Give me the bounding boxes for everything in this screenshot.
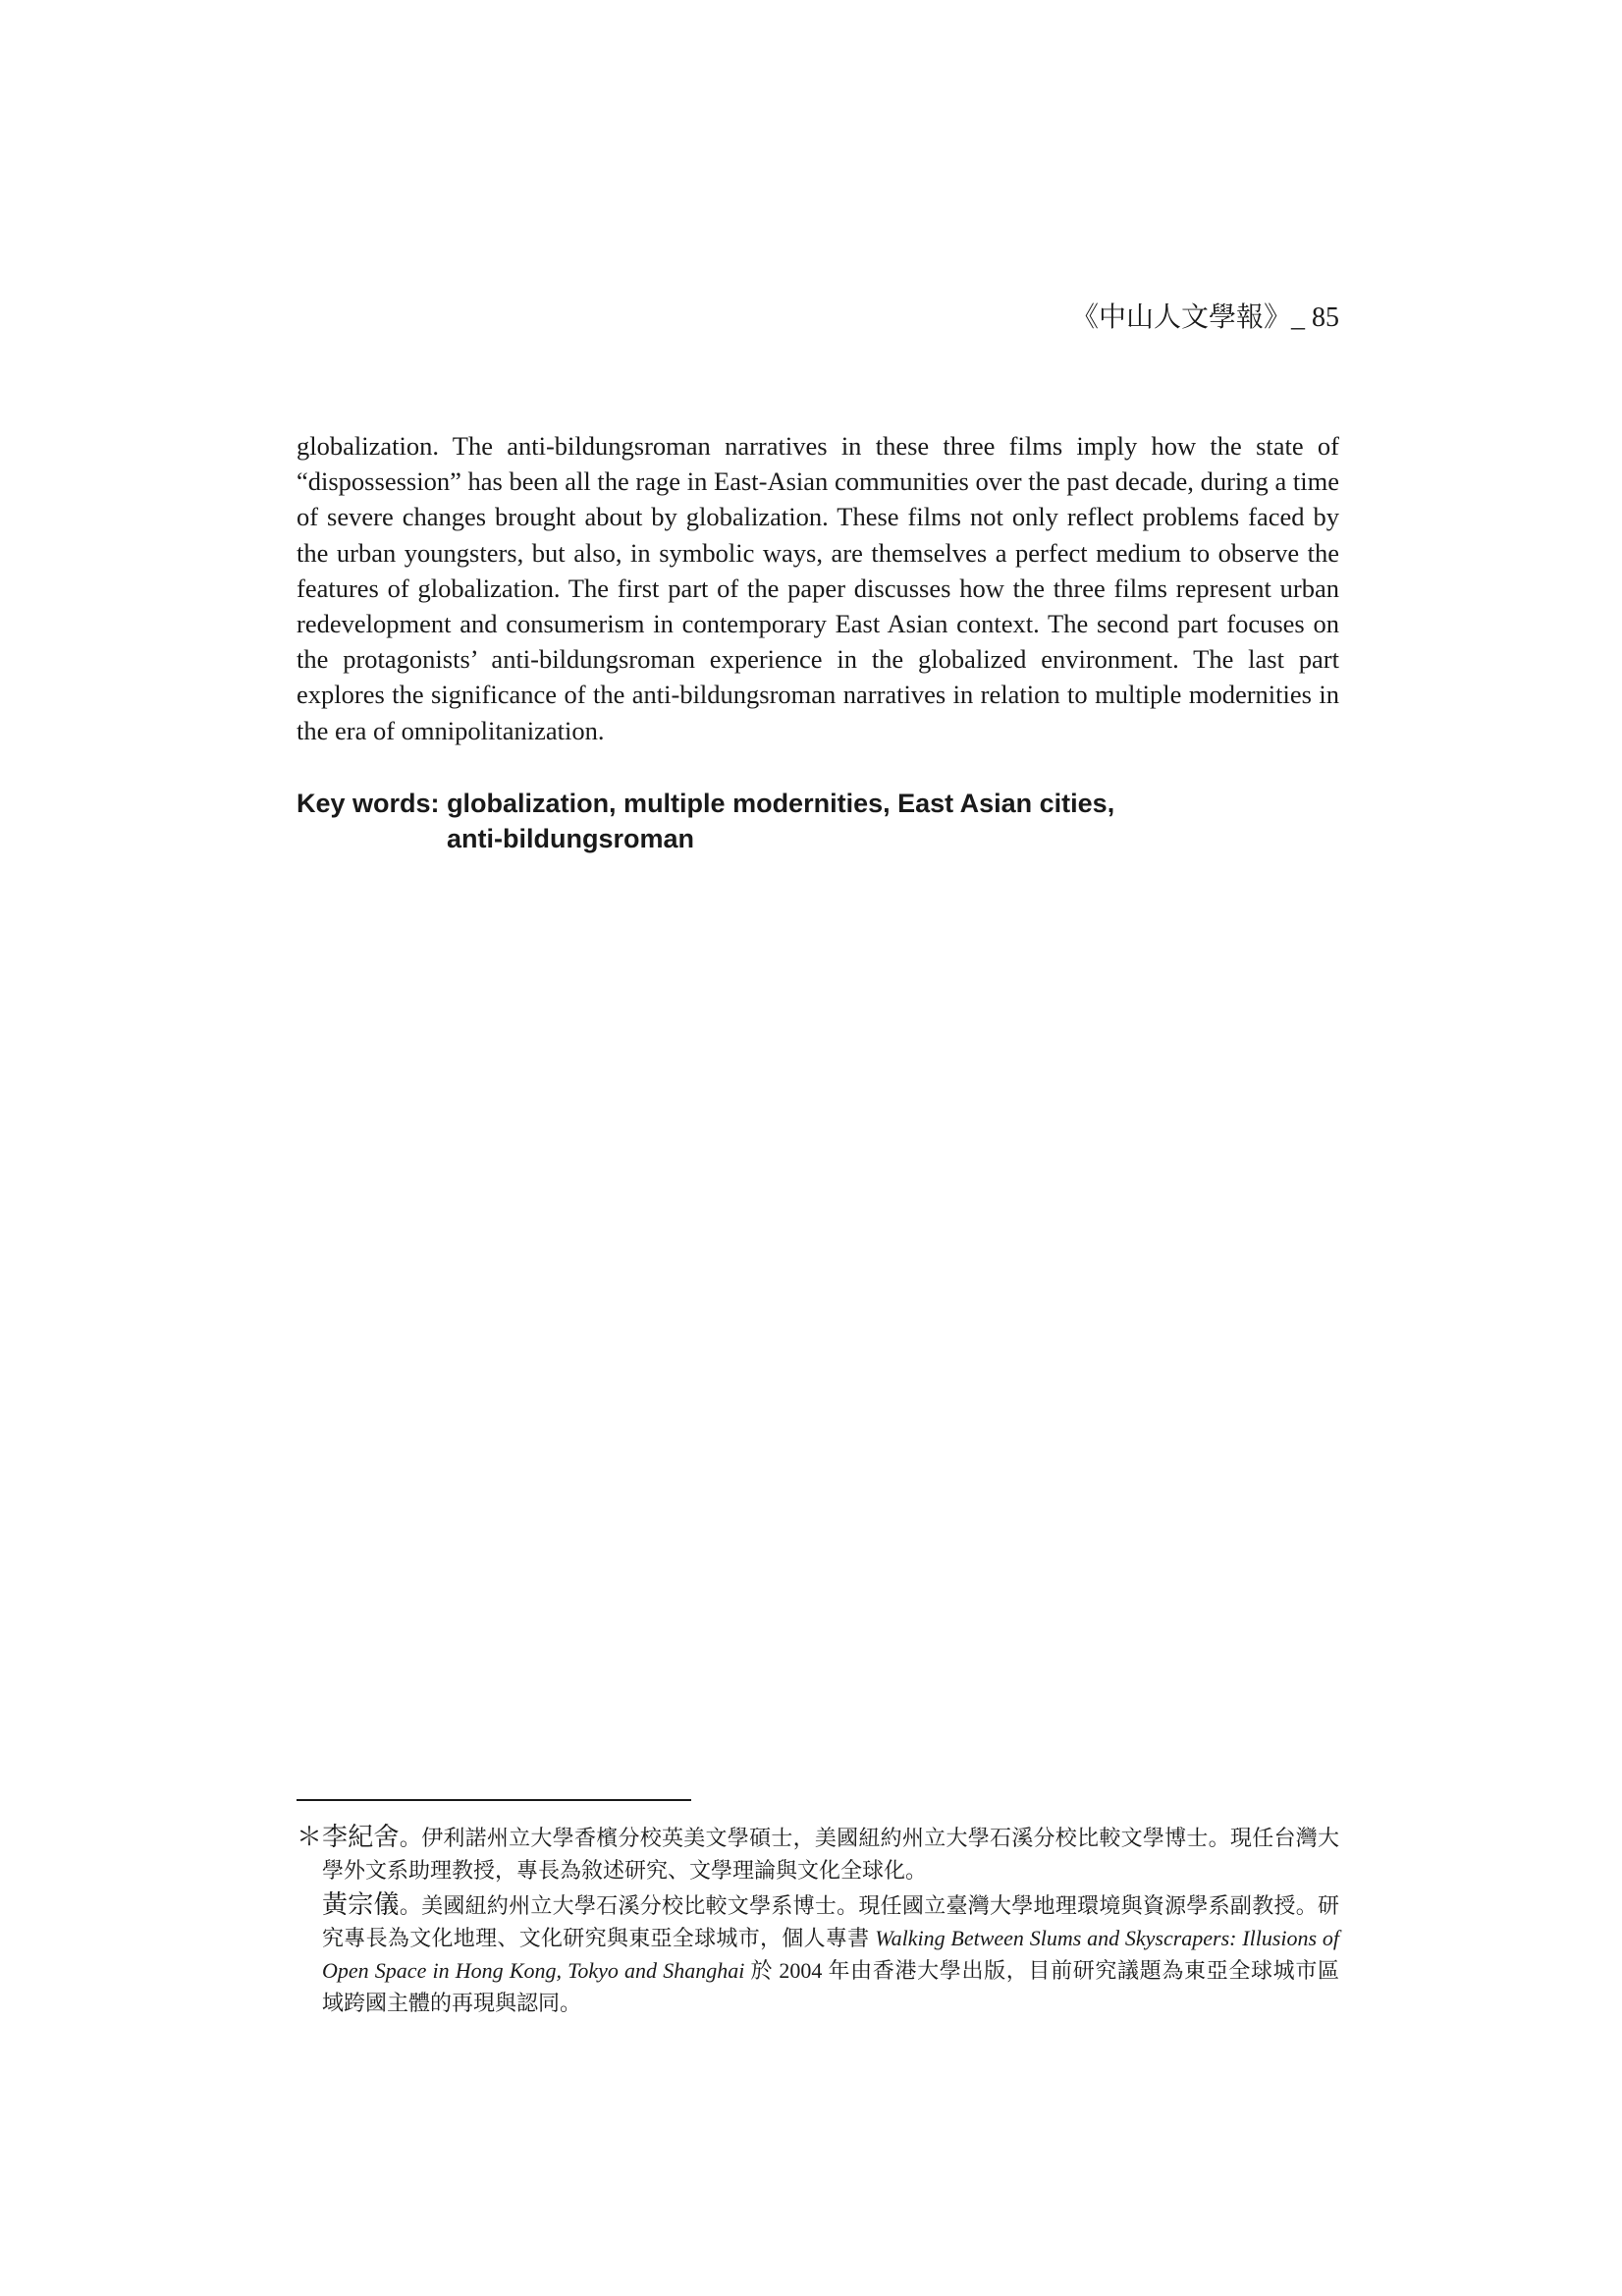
running-header: 《中山人文學報》_ 85 [1070, 302, 1339, 333]
keywords-line-2: anti-bildungsroman [447, 824, 694, 853]
author-2-name: 黃宗儀 [322, 1890, 400, 1919]
keywords [297, 786, 1339, 856]
author-2-bio-before: 。美國紐約州立大學石溪分校比較文學系博士。現任國立臺灣大學地理環境與資源學系副教授。研究專長為文化地理、文化研究與東亞全球城市，個人專書 [322, 1893, 1339, 1950]
keywords-line-1: globalization, multiple modernities, East Asian cities, [447, 789, 1115, 818]
author-2-book-title: Walking Between Slums and Skyscrapers: Illusions of Open Space in Hong Kong, Tokyo and Shanghai [322, 1926, 1339, 1983]
author-1-bio: 。伊利諾州立大學香檳分校英美文學碩士，美國紐約州立大學石溪分校比較文學博士。現任台灣大學外文系助理教授，專長為敘述研究、文學理論與文化全球化。 [322, 1826, 1339, 1883]
keywords-label: Key words: [297, 789, 440, 818]
footnote-mark: ＊ [297, 1823, 323, 1851]
abstract-paragraph: globalization. The anti-bildungsroman narratives in these three films imply how the state of “dispossession” has been all the rage in East-Asian communities over the past decade, during a time of severe changes brought about by globalization. These films not only reflect problems faced by the urban youngsters, but also, in symbolic ways, are themselves a perfect medium to observe the features of globalization. The first part of the paper discusses how the three films represent urban redevelopment and consumerism in contemporary East Asian context. The second part focuses on the protagonists’ anti-bildungsroman experience in the globalized environment. The last part explores the significance of the anti-bildungsroman narratives in relation to multiple modernities in the era of omnipolitanization. [297, 431, 1339, 745]
footnote-divider [297, 1799, 691, 1801]
author-2-bio-after: 於 2004 年由香港大學出版，目前研究議題為東亞全球城市區域跨國主體的再現與認同。 [322, 1958, 1339, 2015]
footnote-author-1 [297, 1821, 1339, 1886]
author-1-name: 李紀舍 [322, 1823, 400, 1851]
footnotes [297, 1821, 1339, 2019]
footnote-author-2 [297, 1888, 1339, 2019]
